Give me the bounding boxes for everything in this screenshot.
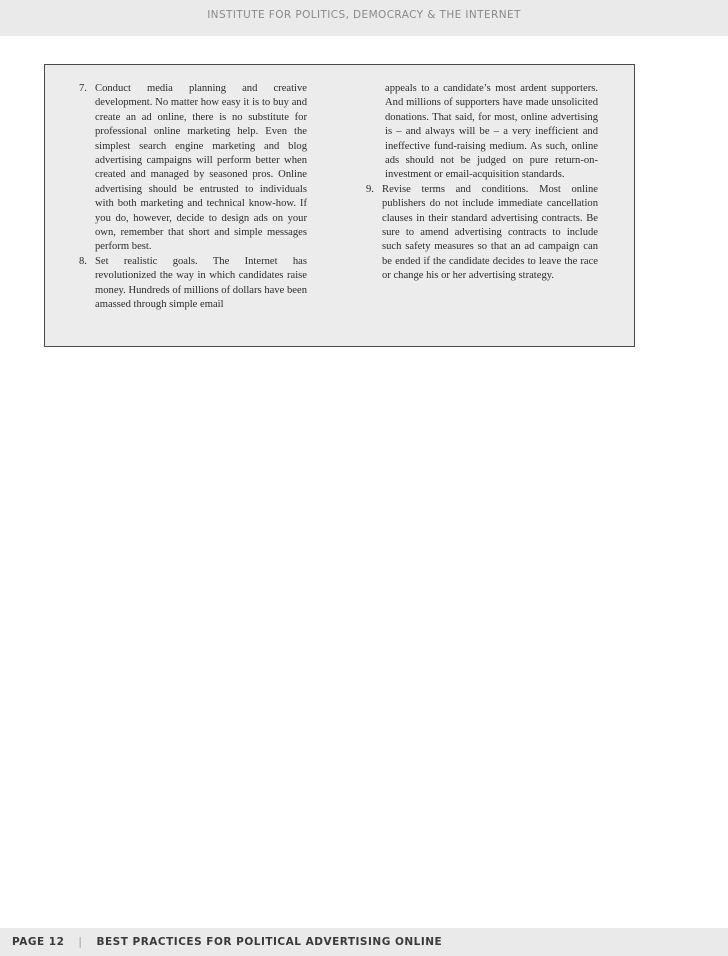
right-column xyxy=(366,82,598,284)
list-item-9 xyxy=(366,183,598,284)
running-header: INSTITUTE FOR POLITICS, DEMOCRACY & THE INTERNET xyxy=(207,9,521,21)
list-item-8-continuation: appeals to a candidate’s most ardent supporters. And millions of supporters have made unsolicited donations. That said, for most, online advertising is – and always will be – a very inefficient and ineffective fund-raising medium. As such, online ads should not be judged on pure return-on-investment or email-acquisition standards. xyxy=(385,83,598,181)
list-item-number: 9. xyxy=(366,183,374,195)
page-footer xyxy=(12,936,442,948)
left-column xyxy=(79,82,307,313)
page-number: PAGE 12 xyxy=(12,936,65,948)
list-item-number: 8. xyxy=(79,255,87,267)
list-item-7 xyxy=(79,82,307,255)
list-item-text: Revise terms and conditions. Most online publishers do not include immediate cancellation clauses in their standard advertising contracts. Be sure to amend advertising contracts to include such safety measures so that an ad campaign can be ended if the candidate decides to leave the race or change his or her advertising strategy. xyxy=(382,183,598,282)
footer-separator: | xyxy=(78,936,83,948)
document-title: BEST PRACTICES FOR POLITICAL ADVERTISING ONLINE xyxy=(96,936,443,948)
list-item-number: 7. xyxy=(79,83,87,94)
list-item-8 xyxy=(79,255,307,313)
list-item-text: Conduct media planning and creative development. No matter how easy it is to buy and create an ad online, there is no substitute for professional online marketing help. Even the simplest search engine marketing and blog advertising campaigns will perform better when created and managed by seasoned pros. Online advertising should be entrusted to individuals with both marketing and technical know-how. If you do, however, decide to design ads on your own, remember that short and simple messages perform best. xyxy=(95,83,307,253)
list-item-text: Set realistic goals. The Internet has revolutionized the way in which candidates raise money. Hundreds of millions of dollars have been amassed through simple email xyxy=(95,255,307,311)
